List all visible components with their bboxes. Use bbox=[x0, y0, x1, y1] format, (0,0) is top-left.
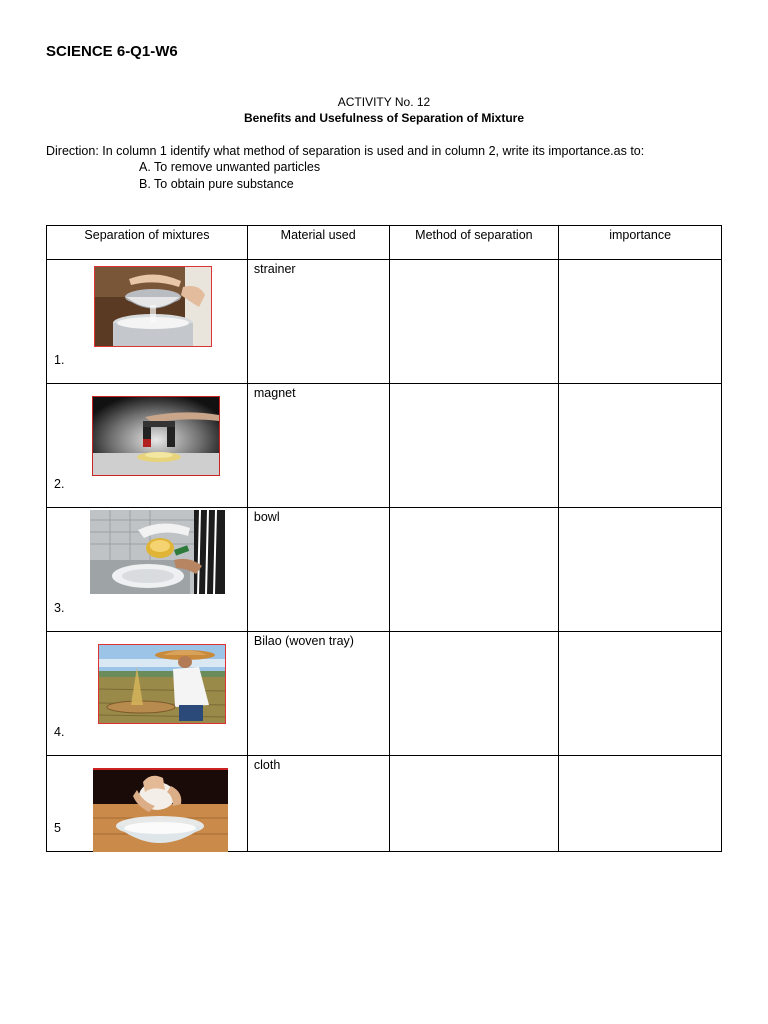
separation-cell bbox=[47, 756, 248, 852]
row-number: 5 bbox=[54, 821, 61, 835]
material-cell bbox=[247, 632, 389, 756]
method-answer-cell[interactable] bbox=[389, 756, 559, 852]
row-number: 1. bbox=[54, 353, 65, 367]
direction-text: Direction: In column 1 identify what method of separation is used and in column 2, write its importance.as to: bbox=[46, 144, 645, 158]
separation-cell bbox=[47, 632, 248, 756]
separation-cell bbox=[47, 384, 248, 508]
direction-option-b: B. To obtain pure substance bbox=[139, 177, 294, 191]
importance-answer-cell[interactable] bbox=[559, 756, 722, 852]
table-header-row bbox=[47, 226, 722, 260]
separation-cell bbox=[47, 508, 248, 632]
activity-number: ACTIVITY No. 12 bbox=[337, 95, 431, 109]
sifting-flour-with-strainer-photo bbox=[94, 266, 212, 347]
material-cell bbox=[247, 384, 389, 508]
importance-answer-cell[interactable] bbox=[559, 632, 722, 756]
method-answer-cell[interactable] bbox=[389, 260, 559, 384]
material-label: magnet bbox=[253, 386, 296, 400]
method-answer-cell[interactable] bbox=[389, 384, 559, 508]
worksheet-table bbox=[46, 225, 722, 852]
importance-answer-cell[interactable] bbox=[559, 508, 722, 632]
squeezing-cloth-over-bowl-photo bbox=[93, 768, 228, 852]
importance-answer-cell[interactable] bbox=[559, 384, 722, 508]
activity-title: Benefits and Usefulness of Separation of Mixture bbox=[243, 111, 525, 125]
pouring-rice-water-from-bowl-photo bbox=[90, 510, 225, 594]
material-cell bbox=[247, 756, 389, 852]
page-header: SCIENCE 6-Q1-W6 bbox=[46, 43, 178, 60]
method-answer-cell[interactable] bbox=[389, 632, 559, 756]
table-row bbox=[47, 260, 722, 384]
header-separation-of-mixtures: Separation of mixtures bbox=[47, 226, 248, 260]
table-row bbox=[47, 384, 722, 508]
importance-answer-cell[interactable] bbox=[559, 260, 722, 384]
header-material-used: Material used bbox=[247, 226, 389, 260]
winnowing-rice-with-bilao-photo bbox=[98, 644, 226, 724]
material-cell bbox=[247, 260, 389, 384]
table-row bbox=[47, 756, 722, 852]
header-importance: importance bbox=[559, 226, 722, 260]
table-row bbox=[47, 508, 722, 632]
row-number: 3. bbox=[54, 601, 65, 615]
header-method-of-separation: Method of separation bbox=[389, 226, 559, 260]
material-cell bbox=[247, 508, 389, 632]
magnet-over-iron-filings-photo bbox=[92, 396, 220, 476]
material-label: Bilao (woven tray) bbox=[253, 634, 354, 648]
material-label: bowl bbox=[253, 510, 280, 524]
material-label: cloth bbox=[253, 758, 281, 772]
row-number: 4. bbox=[54, 725, 65, 739]
separation-cell bbox=[47, 260, 248, 384]
method-answer-cell[interactable] bbox=[389, 508, 559, 632]
material-label: strainer bbox=[253, 262, 296, 276]
row-number: 2. bbox=[54, 477, 65, 491]
table-row bbox=[47, 632, 722, 756]
direction-option-a: A. To remove unwanted particles bbox=[139, 160, 321, 174]
